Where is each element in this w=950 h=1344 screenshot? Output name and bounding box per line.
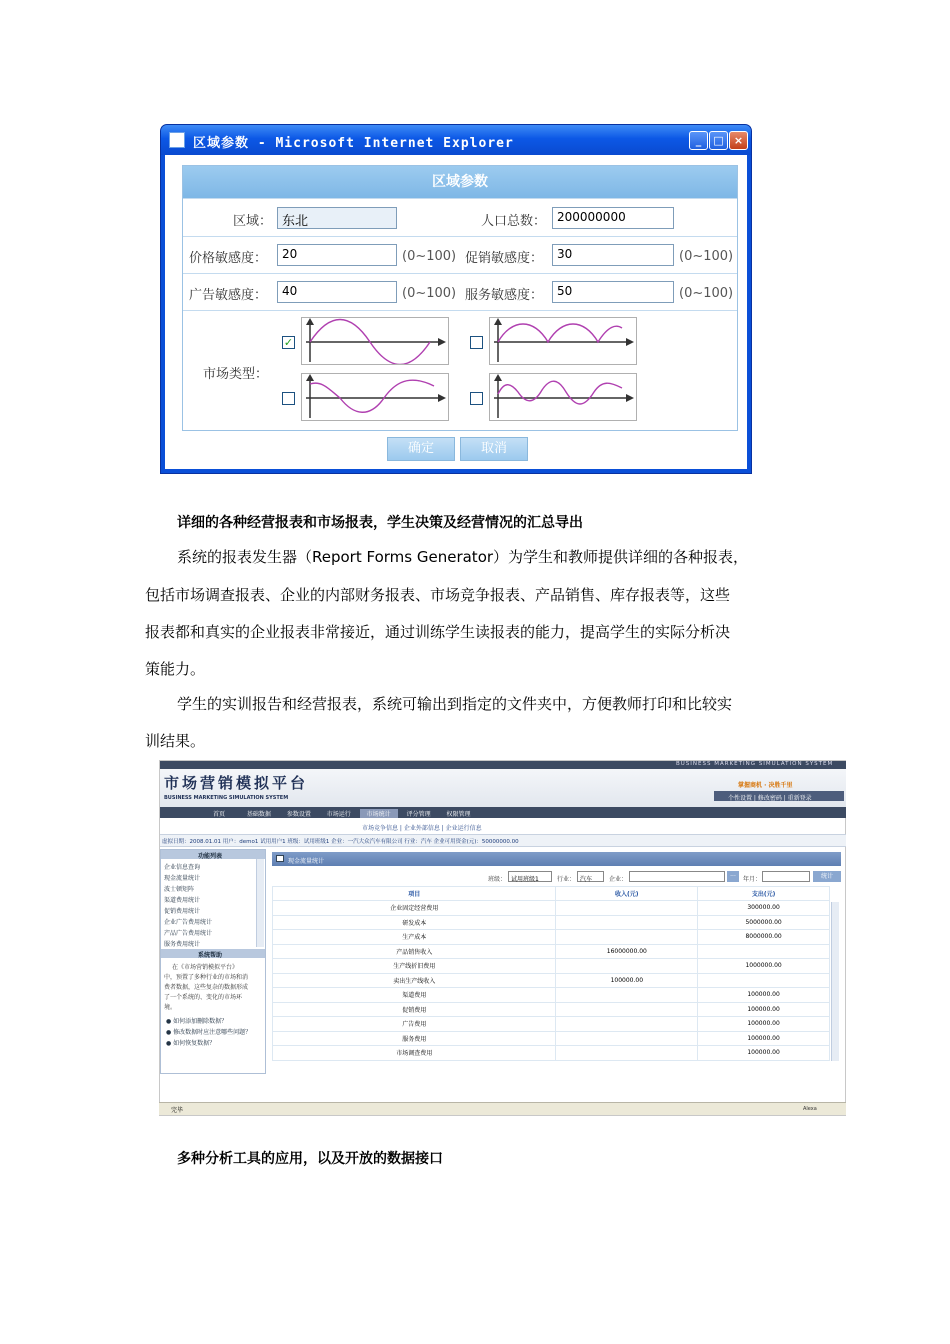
industry-select[interactable]: 汽车: [577, 871, 604, 882]
ie-statusbar: [159, 1102, 846, 1115]
market-type-checkbox-2[interactable]: [470, 336, 483, 349]
table-cell: 100000.00: [698, 988, 830, 1003]
cash-flow-table: [272, 886, 830, 1061]
promo-label: 促销敏感度：: [465, 251, 544, 266]
ie-page-icon: [169, 132, 185, 148]
company-field[interactable]: [629, 871, 725, 882]
table-cell: [556, 959, 698, 974]
table-cell: 100000.00: [698, 1017, 830, 1032]
company-label: 企业：: [609, 876, 628, 883]
dialog-titlebar[interactable]: [161, 125, 751, 155]
region-field[interactable]: 东北: [277, 207, 397, 229]
table-row: [273, 915, 830, 930]
promo-range: (0~100): [679, 249, 734, 264]
double-wave-icon: [489, 373, 637, 421]
nav-scoring[interactable]: 评分管理: [406, 811, 431, 818]
population-field[interactable]: 200000000: [552, 207, 674, 229]
table-cell: 促销费用: [273, 1002, 556, 1017]
app-logo-en: BUSINESS MARKETING SIMULATION SYSTEM: [164, 795, 289, 801]
table-row: [273, 1017, 830, 1032]
table-header-cell: 支出(元): [698, 887, 830, 901]
table-header-cell: 收入(元): [556, 887, 698, 901]
table-cell: 100000.00: [698, 1046, 830, 1061]
table-row: [273, 1031, 830, 1046]
table-row: [273, 959, 830, 974]
table-cell: [556, 1031, 698, 1046]
panel-title: 现金流量统计: [288, 858, 325, 865]
promo-sensitivity-field[interactable]: 30: [552, 244, 674, 266]
table-cell: 研发成本: [273, 915, 556, 930]
help-text-line: 在《市场营销模拟平台》: [172, 964, 239, 971]
help-text-line: 中，预置了多种行业的市场和消: [164, 974, 249, 981]
class-label: 班级：: [488, 876, 507, 883]
nav-market-stats[interactable]: 市场统计: [360, 809, 398, 818]
table-cell: [698, 944, 830, 959]
table-cell: 300000.00: [698, 901, 830, 916]
dialog-window-title: 区域参数 - Microsoft Internet Explorer: [193, 136, 514, 151]
table-cell: 渠道费用: [273, 988, 556, 1003]
table-cell: 100000.00: [556, 973, 698, 988]
func-item[interactable]: 现金流量统计: [164, 875, 201, 882]
table-header-cell: 项目: [273, 887, 556, 901]
table-cell: 卖出生产线收入: [273, 973, 556, 988]
market-type-label: 市场类型：: [203, 367, 269, 382]
app-subnav[interactable]: 市场竞争信息 | 企业外部信息 | 企业运行信息: [362, 825, 482, 832]
table-cell: 市场调查费用: [273, 1046, 556, 1061]
table-row: [273, 901, 830, 916]
func-item[interactable]: 服务费用统计: [164, 941, 201, 948]
app-logo: 市场营销模拟平台: [164, 774, 309, 792]
paragraph-line: 包括市场调查报表、企业的内部财务报表、市场竞争报表、产品销售、库存报表等，这些: [145, 586, 731, 604]
form-row-region: [183, 198, 737, 236]
table-cell: [556, 1002, 698, 1017]
population-label: 人口总数：: [481, 214, 547, 229]
help-title: 系统帮助: [198, 952, 223, 959]
table-cell: [556, 1046, 698, 1061]
region-label: 区域：: [233, 214, 273, 229]
industry-label: 行业：: [557, 876, 576, 883]
market-type-checkbox-1[interactable]: ✓: [283, 336, 294, 349]
help-text-line: 了一个系统的、变化的市场环: [164, 994, 243, 1001]
func-item[interactable]: 渠道费用统计: [164, 897, 201, 904]
alexa-toolbar: Alexa: [803, 1106, 817, 1112]
table-cell: 广告费用: [273, 1017, 556, 1032]
form-row-price: [183, 236, 737, 273]
table-scrollbar[interactable]: [831, 902, 839, 1061]
table-cell: 100000.00: [698, 1031, 830, 1046]
table-cell: 8000000.00: [698, 930, 830, 945]
table-cell: 1000000.00: [698, 959, 830, 974]
ie-dialog-window: [160, 124, 752, 474]
sidebar-scrollbar[interactable]: [256, 859, 264, 947]
form-header: 区域参数: [183, 166, 737, 198]
form-row-market-type: [183, 310, 737, 431]
table-row: [273, 973, 830, 988]
help-text-line: 费者数据，这些复杂的数据形成: [164, 984, 249, 991]
app-slogan: 掌握商机 · 决胜千里: [738, 782, 793, 789]
func-item[interactable]: 促销费用统计: [164, 908, 201, 915]
table-cell: 生产线折旧费用: [273, 959, 556, 974]
class-select[interactable]: 试用班级1: [508, 871, 552, 882]
table-cell: 16000000.00: [556, 944, 698, 959]
cancel-button[interactable]: 取消: [460, 437, 528, 461]
table-cell: 企业固定经营费用: [273, 901, 556, 916]
status-text: 完毕: [171, 1107, 184, 1114]
market-type-checkbox-4[interactable]: [470, 392, 483, 405]
help-link[interactable]: ● 如何添加删除数据？: [166, 1018, 228, 1025]
minimize-icon[interactable]: _: [689, 131, 708, 150]
month-label: 年月：: [743, 876, 762, 883]
table-cell: [556, 1017, 698, 1032]
sine-wave-icon: [301, 317, 449, 365]
table-cell: 100000.00: [698, 1002, 830, 1017]
stat-button[interactable]: 统计: [813, 871, 841, 882]
help-link[interactable]: ● 修改数据时应注意哪些问题？: [166, 1029, 252, 1036]
form-row-ad: [183, 273, 737, 310]
nav-home[interactable]: 首页: [212, 811, 225, 818]
func-item[interactable]: 波士顿矩阵: [164, 886, 195, 893]
price-sensitivity-field[interactable]: 20: [277, 244, 397, 266]
table-cell: 5000000.00: [698, 915, 830, 930]
company-picker-button[interactable]: ...: [727, 871, 739, 882]
service-sensitivity-field[interactable]: 50: [552, 281, 674, 303]
table-cell: [556, 915, 698, 930]
grid-icon: [276, 855, 284, 862]
section-heading-reports: 详细的各种经营报表和市场报表，学生决策及经营情况的汇总导出: [177, 515, 583, 531]
nav-permissions[interactable]: 权限管理: [446, 811, 471, 818]
price-label: 价格敏感度：: [189, 251, 268, 266]
table-cell: [556, 930, 698, 945]
sine-descending-wave-icon: [301, 373, 449, 421]
section-heading-tools: 多种分析工具的应用，以及开放的数据接口: [177, 1151, 443, 1167]
service-range: (0~100): [679, 286, 734, 301]
table-row: [273, 930, 830, 945]
ad-label: 广告敏感度：: [189, 288, 268, 303]
dialog-client: [165, 155, 747, 469]
maximize-icon[interactable]: □: [709, 131, 728, 150]
app-nav-items: [200, 809, 478, 818]
func-item[interactable]: 产品广告费用统计: [164, 930, 213, 937]
table-row: [273, 944, 830, 959]
nav-params[interactable]: 参数设置: [286, 811, 311, 818]
top-links[interactable]: 个性设置 | 修改密码 | 重新登录: [728, 795, 812, 802]
table-row: [273, 1002, 830, 1017]
paragraph-line: 报表都和真实的企业报表非常接近，通过训练学生读报表的能力，提高学生的实际分析决: [145, 623, 731, 641]
table-cell: [556, 988, 698, 1003]
close-icon[interactable]: ×: [729, 131, 748, 150]
market-type-checkbox-3[interactable]: [282, 392, 295, 405]
table-cell: [698, 973, 830, 988]
help-text-line: 境。: [164, 1004, 177, 1011]
table-cell: 产品销售收入: [273, 944, 556, 959]
ad-sensitivity-field[interactable]: 40: [277, 281, 397, 303]
month-field[interactable]: [762, 871, 810, 882]
paragraph-line: 系统的报表发生器（Report Forms Generator）为学生和教师提供详细的各种报表，: [177, 548, 749, 566]
ok-button[interactable]: 确定: [387, 437, 455, 461]
table-cell: [556, 901, 698, 916]
nav-market-run[interactable]: 市场运行: [326, 811, 351, 818]
app-topbar-text: BUSINESS MARKETING SIMULATION SYSTEM: [676, 761, 834, 767]
paragraph-line: 学生的实训报告和经营报表，系统可输出到指定的文件夹中，方便教师打印和比较实: [177, 695, 733, 713]
table-cell: 服务费用: [273, 1031, 556, 1046]
table-row: [273, 988, 830, 1003]
paragraph-line: 策能力。: [145, 660, 206, 678]
help-link[interactable]: ● 如何恢复数据？: [166, 1040, 216, 1047]
table-row: [273, 1046, 830, 1061]
abs-sine-wave-icon: [489, 317, 637, 365]
table-header-row: [273, 887, 830, 901]
paragraph-line: 训结果。: [145, 732, 206, 750]
ad-range: (0~100): [402, 286, 457, 301]
region-param-form: [182, 165, 738, 431]
func-item[interactable]: 企业广告费用统计: [164, 919, 213, 926]
panel-header: [272, 852, 841, 866]
table-cell: 生产成本: [273, 930, 556, 945]
price-range: (0~100): [402, 249, 457, 264]
func-list-title: 功能列表: [198, 853, 223, 860]
app-infobar-text: 虚拟日期：2008.01.01 用户：demo1 试用用户1 班级：试用班级1 企业：一汽大众汽车有限公司 行业：汽车 企业可用资金(元)：50000000.00: [162, 839, 519, 845]
func-item[interactable]: 企业信息查询: [164, 864, 201, 871]
nav-basic-data[interactable]: 基础数据: [246, 811, 271, 818]
service-label: 服务敏感度：: [465, 288, 544, 303]
